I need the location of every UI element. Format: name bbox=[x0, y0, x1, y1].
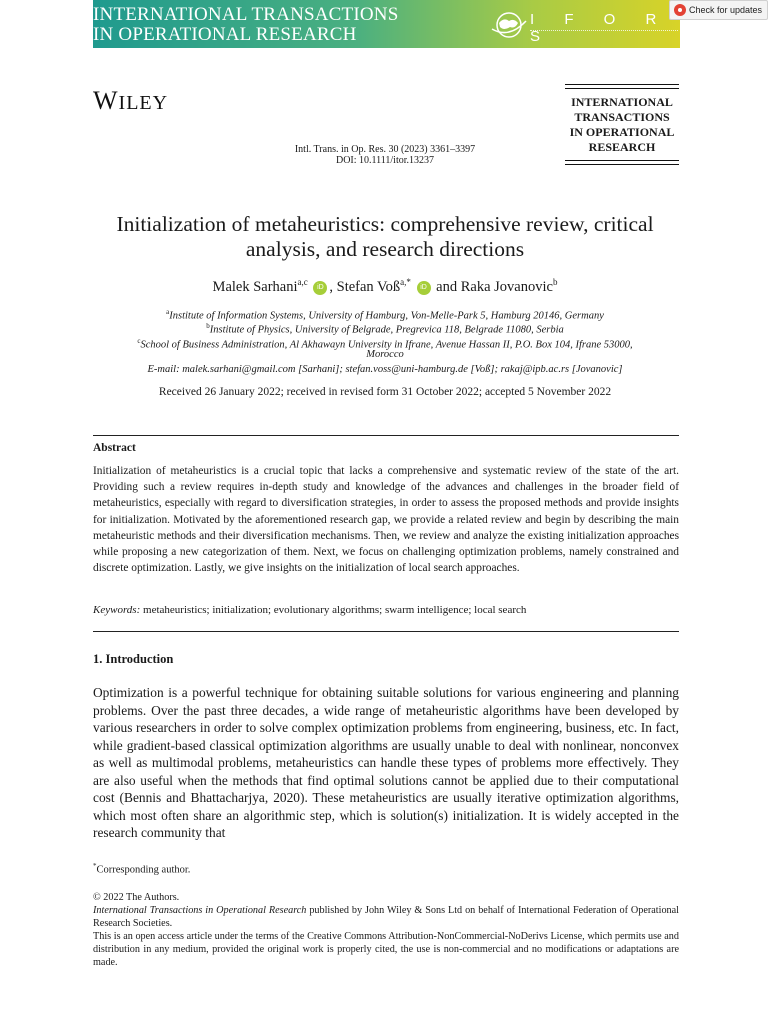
wiley-logo-rest: ILEY bbox=[118, 92, 169, 114]
footnote-text: Corresponding author. bbox=[96, 864, 191, 876]
crossmark-icon bbox=[674, 4, 686, 16]
ifors-wordmark: I F O R S bbox=[530, 11, 670, 45]
journal-box-top-rule bbox=[565, 84, 679, 89]
section-heading-introduction: 1. Introduction bbox=[93, 652, 174, 666]
publisher-statement bbox=[93, 904, 679, 930]
journal-box-line1: INTERNATIONAL bbox=[571, 95, 673, 109]
journal-box-line2: TRANSACTIONS bbox=[574, 110, 670, 124]
affiliation-text: Institute of Physics, University of Belgrade, Pregrevica 118, Belgrade 11080, Serbia bbox=[209, 324, 564, 336]
citation-line: Intl. Trans. in Op. Res. 30 (2023) 3361–3397 bbox=[294, 144, 476, 155]
journal-box-line3: IN OPERATIONAL bbox=[569, 125, 675, 139]
abstract-top-rule bbox=[93, 435, 679, 436]
author-emails[interactable]: E-mail: malek.sarhani@gmail.com [Sarhani]; stefan.voss@uni-hamburg.de [Voß]; rakaj@ipb.ac.rs [Jovanovic] bbox=[147, 364, 623, 375]
introduction-text: Optimization is a powerful technique for obtaining suitable solutions for various engineering and planning problems. Over the past three decades, a wide range of metaheuristic algorithms have been developed by various researchers in order to solve complex optimization problems from engineering, business, etc. In fact, while gradient-based classical optimization algorithms are usually unable to deal with nonlinear, nonconvex as well as multimodal problems, metaheuristics can handle these types of problems more effectively. They are also useful when the methods that find optimal solutions cannot be applied due to their computational cost (Bennis and Bhattacharjya, 2020). These metaheuristics are usually iterative optimization algorithms, which most often share an algorithmic step, which is solution(s) initialization. It is widely accepted in the research community that bbox=[93, 685, 679, 840]
paper-title bbox=[90, 212, 680, 262]
wiley-logo bbox=[93, 86, 168, 116]
doi-link[interactable]: DOI: 10.1111/itor.13237 bbox=[335, 155, 435, 166]
copyright-notice bbox=[93, 891, 679, 969]
keywords bbox=[93, 604, 679, 616]
author-affiliation-sup: a,* bbox=[400, 277, 411, 287]
received-dates: Received 26 January 2022; received in revised form 31 October 2022; accepted 5 November 2022 bbox=[158, 386, 612, 398]
affiliation-sup: b bbox=[206, 322, 210, 330]
footnote-sup: * bbox=[93, 862, 97, 870]
author-name[interactable]: Stefan Voß bbox=[336, 278, 401, 295]
wiley-logo-first: W bbox=[93, 86, 119, 115]
orcid-icon[interactable]: iD bbox=[417, 281, 431, 295]
banner-title-line2: IN OPERATIONAL RESEARCH bbox=[93, 24, 357, 45]
journal-box-bottom-rule bbox=[565, 160, 679, 165]
author-affiliation-sup: b bbox=[552, 277, 558, 287]
footnote bbox=[93, 862, 190, 876]
ifors-subline bbox=[530, 30, 678, 35]
abstract-bottom-rule bbox=[93, 631, 679, 632]
paper-title-line1: Initialization of metaheuristics: comprehensive review, critical bbox=[116, 212, 654, 236]
journal-name-box bbox=[565, 84, 679, 165]
orcid-icon[interactable]: iD bbox=[313, 281, 327, 295]
banner-title bbox=[93, 5, 399, 45]
citation-info bbox=[260, 144, 510, 166]
author-name[interactable]: Raka Jovanovic bbox=[460, 278, 553, 295]
ifors-logo bbox=[490, 9, 678, 45]
banner-title-line1: INTERNATIONAL TRANSACTIONS bbox=[93, 4, 399, 25]
affiliation-text: School of Business Administration, Al Akhawayn University in Ifrane, Avenue Hassan II, P.O. Box 104, Ifrane 53000, bbox=[140, 339, 633, 351]
affiliation-text: Institute of Information Systems, University of Hamburg, Von-Melle-Park 5, Hamburg 20146, Germany bbox=[169, 310, 604, 322]
author-separator: and bbox=[436, 278, 458, 295]
affiliation-sup: c bbox=[137, 337, 141, 345]
abstract-text: Initialization of metaheuristics is a crucial topic that lacks a comprehensive and systematic review of the state of the art. Providing such a review requires in-depth study and knowledge of the advances and challenges in the broader field of metaheuristics, especially with regard to diversification strategies, in order to assess the proposed methods and provide insights for initialization. Motivated by the aforementioned research gap, we provide a related review and begin by describing the main metaheuristic methods and their diversification mechanisms. Then, we review and analyze the existing initialization approaches while proposing a new categorization of them. Next, we focus on challenging optimization problems, namely constrained and discrete optimization. Lastly, we give insights on the initialization of local search approaches. bbox=[93, 465, 679, 575]
copyright-line: © 2022 The Authors. bbox=[93, 892, 180, 903]
journal-banner bbox=[93, 0, 680, 48]
check-for-updates-button[interactable] bbox=[669, 0, 768, 20]
affiliation-sup: a bbox=[166, 308, 170, 316]
keywords-label: Keywords: bbox=[93, 604, 141, 616]
author-affiliation-sup: a,c bbox=[297, 277, 308, 287]
paper-title-line2: analysis, and research directions bbox=[245, 237, 525, 261]
license-statement: This is an open access article under the terms of the Creative Commons Attribution-NonCommercial-NoDerivs License, which permits use and distribution in any medium, provided the original work is properly cited, the use is non-commercial and no modifications or adaptations are made. bbox=[93, 931, 679, 968]
journal-name-italic: International Transactions in Operational Research bbox=[93, 905, 307, 916]
affiliation-c-country: Morocco bbox=[366, 349, 404, 360]
publisher-statement-rest: published by John Wiley & Sons Ltd on behalf of International Federation of Operational Research Societies. bbox=[93, 905, 679, 929]
check-for-updates-label: Check for updates bbox=[689, 5, 763, 15]
author-list bbox=[90, 277, 680, 296]
author-separator: , bbox=[329, 278, 334, 295]
keywords-text: metaheuristics; initialization; evolutionary algorithms; swarm intelligence; local search bbox=[143, 604, 527, 616]
abstract-heading: Abstract bbox=[93, 442, 136, 454]
author-name[interactable]: Malek Sarhani bbox=[212, 278, 298, 295]
globe-icon bbox=[490, 9, 528, 41]
journal-box-line4: RESEARCH bbox=[588, 140, 656, 154]
